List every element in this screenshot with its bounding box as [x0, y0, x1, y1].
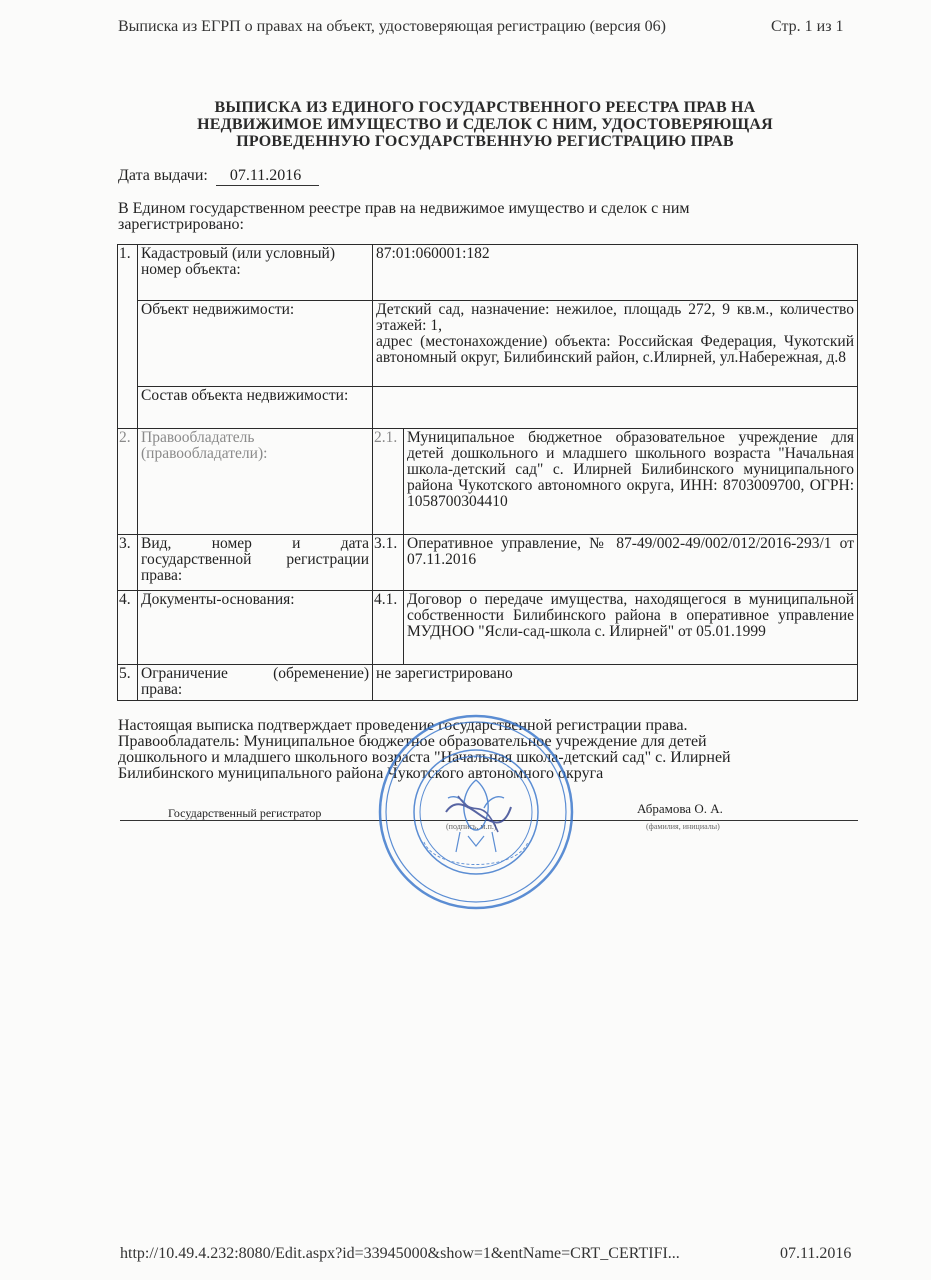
row-number: 2.	[118, 429, 138, 535]
cadastral-label: Кадастровый (или условный) номер объекта:	[138, 245, 373, 301]
row-number: 3.	[118, 535, 138, 591]
table-row	[118, 535, 858, 591]
composition-label: Состав объекта недвижимости:	[138, 387, 373, 429]
registrar-name: Абрамова О. А.	[637, 801, 723, 816]
issue-date-row	[118, 167, 319, 186]
intro-line: В Едином государственном реестре прав на недвижимое имущество и сделок с ним	[118, 200, 690, 217]
signature-caption: (подпись, м.п.)	[446, 822, 497, 831]
table-row	[118, 301, 858, 387]
page-number: Стр. 1 из 1	[771, 18, 844, 35]
table-row	[118, 245, 858, 301]
registration-label: Вид, номер и дата государственной регистрации права:	[138, 535, 373, 591]
confirm-line: Билибинского муниципального района Чукотского автономного округа	[118, 765, 604, 782]
issue-date-value: 07.11.2016	[216, 167, 319, 186]
row-number: 1.	[118, 245, 138, 429]
table-row	[118, 591, 858, 665]
title-line: ВЫПИСКА ИЗ ЕДИНОГО ГОСУДАРСТВЕННОГО РЕЕСТРА ПРАВ НА	[214, 99, 756, 116]
composition-value	[373, 387, 858, 429]
registration-value: Оперативное управление, № 87-49/002-49/002/012/2016-293/1 от 07.11.2016	[404, 535, 858, 591]
confirm-line: Настоящая выписка подтверждает проведение государственной регистрации права.	[118, 717, 688, 734]
table-row	[118, 665, 858, 701]
row-number: 4.	[118, 591, 138, 665]
document-title	[140, 99, 830, 150]
table-row	[118, 429, 858, 535]
confirm-line: Правообладатель: Муниципальное бюджетное образовательное учреждение для детей	[118, 733, 707, 750]
row-number: 5.	[118, 665, 138, 701]
documents-label: Документы-основания:	[138, 591, 373, 665]
object-description: Детский сад, назначение: нежилое, площадь 272, 9 кв.м., количество этажей: 1,	[376, 301, 854, 334]
object-address: адрес (местонахождение) объекта: Российская Федерация, Чукотский автономный округ, Билибинский район, с.Илирней, ул.Набережная, д.8	[376, 333, 854, 366]
official-seal-stamp	[376, 712, 576, 912]
intro-text	[118, 201, 856, 233]
footer-date: 07.11.2016	[780, 1245, 852, 1262]
registry-table	[117, 244, 858, 701]
cadastral-value: 87:01:060001:182	[373, 245, 858, 301]
title-line: ПРОВЕДЕННУЮ ГОСУДАРСТВЕННУЮ РЕГИСТРАЦИЮ ПРАВ	[236, 133, 734, 150]
encumbrance-label: Ограничение (обременение) права:	[138, 665, 373, 701]
title-line: НЕДВИЖИМОЕ ИМУЩЕСТВО И СДЕЛОК С НИМ, УДОСТОВЕРЯЮЩАЯ	[197, 116, 773, 133]
object-value	[373, 301, 858, 387]
confirm-line: дошкольного и младшего школьного возраста "Начальная школа-детский сад" с. Илирней	[118, 749, 731, 766]
sub-number: 3.1.	[373, 535, 404, 591]
page-header-title: Выписка из ЕГРП о правах на объект, удостоверяющая регистрацию (версия 06)	[118, 18, 666, 35]
registrar-role: Государственный регистратор	[168, 806, 322, 820]
intro-line: зарегистрировано:	[118, 216, 244, 233]
sub-number: 2.1.	[373, 429, 404, 535]
rightholder-label: Правообладатель (правообладатели):	[138, 429, 373, 535]
rightholder-value: Муниципальное бюджетное образовательное учреждение для детей дошкольного и младшего школьного возраста "Начальная школа-детский сад" с. Илирней Билибинского муниципального района Чукотского автономного округа, ИНН: 8703009700, ОГРН: 1058700304410	[404, 429, 858, 535]
object-label: Объект недвижимости:	[138, 301, 373, 387]
footer-url: http://10.49.4.232:8080/Edit.aspx?id=33945000&show=1&entName=CRT_CERTIFI...	[120, 1245, 680, 1262]
issue-date-label: Дата выдачи:	[118, 167, 208, 184]
table-row	[118, 387, 858, 429]
name-caption: (фамилия, инициалы)	[646, 822, 720, 831]
encumbrance-value: не зарегистрировано	[373, 665, 858, 701]
documents-value: Договор о передаче имущества, находящегося в муниципальной собственности Билибинского района в оперативное управление МУДНОО "Ясли-сад-школа с. Илирней" от 05.01.1999	[404, 591, 858, 665]
sub-number: 4.1.	[373, 591, 404, 665]
